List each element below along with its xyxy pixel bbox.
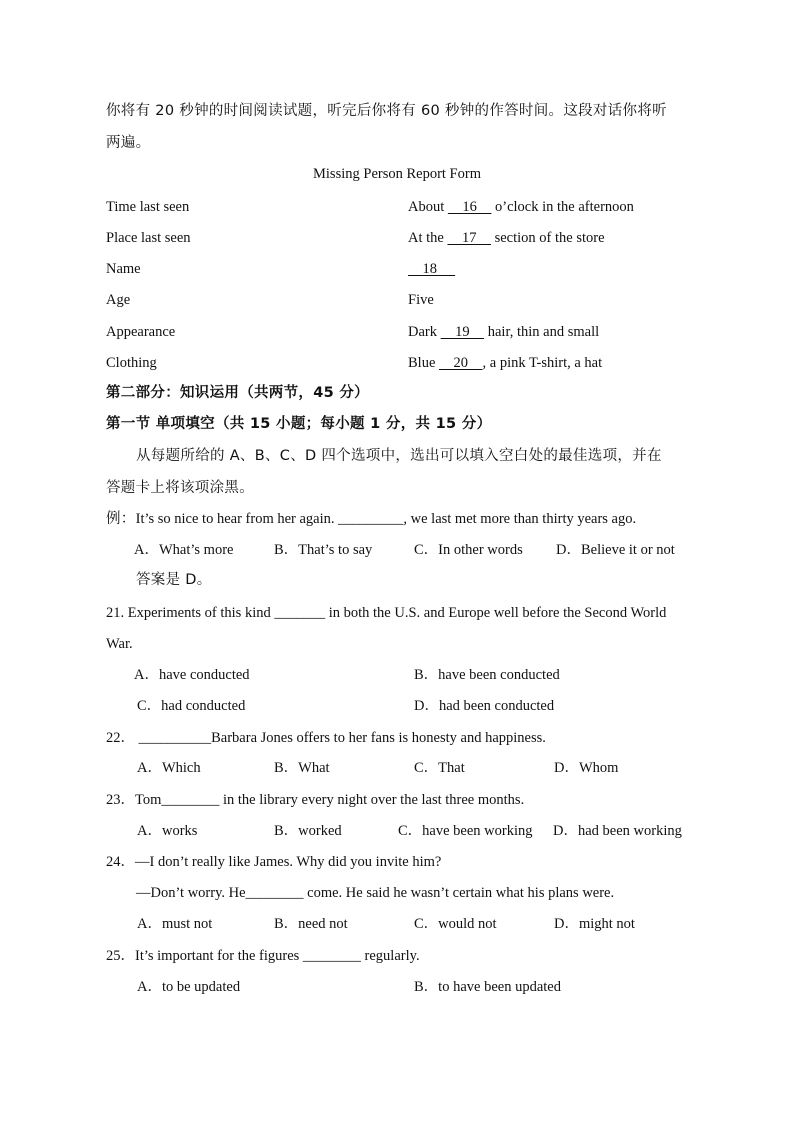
form-value — [408, 259, 455, 279]
form-label: Time last seen — [106, 199, 190, 215]
value-prefix: At the — [408, 230, 448, 246]
section-instruction-line1: 从每题所给的 A、B、C、D 四个选项中，选出可以填入空白处的最佳选项，并在 — [136, 448, 662, 464]
form-value — [408, 353, 602, 373]
answer-blank-16: 16 — [447, 199, 492, 215]
section-instruction-line2: 答题卡上将该项涂黑。 — [106, 480, 254, 496]
answer-blank-19: 19 — [440, 324, 485, 340]
form-label: Appearance — [106, 324, 176, 340]
example-option: D．Believe it or not — [556, 542, 675, 558]
question-24-option-c: C．would not — [414, 916, 497, 932]
value-suffix: , a pink T-shirt, a hat — [482, 355, 603, 371]
question-number: 24． — [106, 854, 135, 870]
question-25-stem — [106, 946, 420, 966]
form-value — [408, 228, 605, 248]
question-22-option-a: A．Which — [137, 760, 201, 776]
question-21-stem-cont: War. — [106, 636, 133, 652]
form-label: Age — [106, 292, 131, 308]
example-option: B．That’s to say — [274, 542, 373, 558]
example-stem — [106, 509, 636, 529]
question-23-option-d: D．had been working — [553, 823, 682, 839]
question-25-option-b: B．to have been updated — [414, 979, 561, 995]
question-24-option-d: D．might not — [554, 916, 635, 932]
form-value: Five — [408, 292, 434, 308]
question-23-option-a: A．works — [137, 823, 198, 839]
question-text: —I don’t really like James. Why did you invite him? — [135, 854, 442, 870]
value-suffix: hair, thin and small — [484, 324, 600, 340]
part2-heading: 第二部分：知识运用（共两节，45 分） — [106, 385, 369, 401]
question-text: It’s important for the figures ________ regularly. — [135, 948, 420, 964]
question-22-stem — [106, 728, 546, 748]
listening-instruction-line1: 你将有 20 秒钟的时间阅读试题，听完后你将有 60 秒钟的作答时间。这段对话你将听 — [106, 103, 667, 119]
question-21-option-c: C．had conducted — [137, 698, 246, 714]
form-label: Place last seen — [106, 230, 191, 246]
form-title: Missing Person Report Form — [313, 166, 481, 182]
question-23-option-b: B．worked — [274, 823, 342, 839]
section1-heading: 第一节 单项填空（共 15 小题；每小题 1 分，共 15 分） — [106, 416, 492, 432]
form-value — [408, 197, 634, 217]
question-23-stem — [106, 790, 524, 810]
question-21-option-d: D．had been conducted — [414, 698, 555, 714]
form-label: Name — [106, 261, 141, 277]
example-prefix: 例： — [106, 511, 136, 527]
question-21-option-a: A．have conducted — [134, 667, 250, 683]
value-suffix: o’clock in the afternoon — [491, 199, 634, 215]
question-21-option-b: B．have been conducted — [414, 667, 560, 683]
example-answer: 答案是 D。 — [136, 572, 212, 588]
answer-blank-17: 17 — [447, 230, 491, 246]
value-prefix: About — [408, 199, 448, 215]
question-21-stem — [106, 603, 666, 623]
form-label: Clothing — [106, 355, 157, 371]
question-24-stem-cont: —Don’t worry. He________ come. He said he wasn’t certain what his plans were. — [136, 885, 615, 901]
value-prefix: Blue — [408, 355, 440, 371]
question-22-option-b: B．What — [274, 760, 330, 776]
question-24-option-b: B．need not — [274, 916, 348, 932]
question-number: 21. — [106, 605, 125, 621]
question-text: Tom________ in the library every night over the last three months. — [135, 792, 525, 808]
value-prefix: Dark — [408, 324, 441, 340]
question-24-option-a: A．must not — [137, 916, 213, 932]
value-suffix: section of the store — [490, 230, 605, 246]
question-number: 25． — [106, 948, 135, 964]
example-option: C．In other words — [414, 542, 523, 558]
question-text: __________Barbara Jones offers to her fans is honesty and happiness. — [135, 730, 546, 746]
question-22-option-d: D．Whom — [554, 760, 619, 776]
question-25-option-a: A．to be updated — [137, 979, 241, 995]
answer-blank-20: 20 — [439, 355, 483, 371]
example-text: It’s so nice to hear from her again. _________, we last met more than thirty years ago. — [135, 511, 637, 527]
example-option: A．What’s more — [134, 542, 234, 558]
question-text: Experiments of this kind _______ in both the U.S. and Europe well before the Second World — [124, 605, 667, 621]
form-value — [408, 322, 599, 342]
question-23-option-c: C．have been working — [398, 823, 533, 839]
question-number: 23． — [106, 792, 135, 808]
answer-blank-18: 18 — [408, 261, 456, 277]
question-number: 22． — [106, 730, 135, 746]
question-24-stem — [106, 852, 441, 872]
listening-instruction-line2: 两遍。 — [106, 135, 151, 151]
question-22-option-c: C．That — [414, 760, 465, 776]
